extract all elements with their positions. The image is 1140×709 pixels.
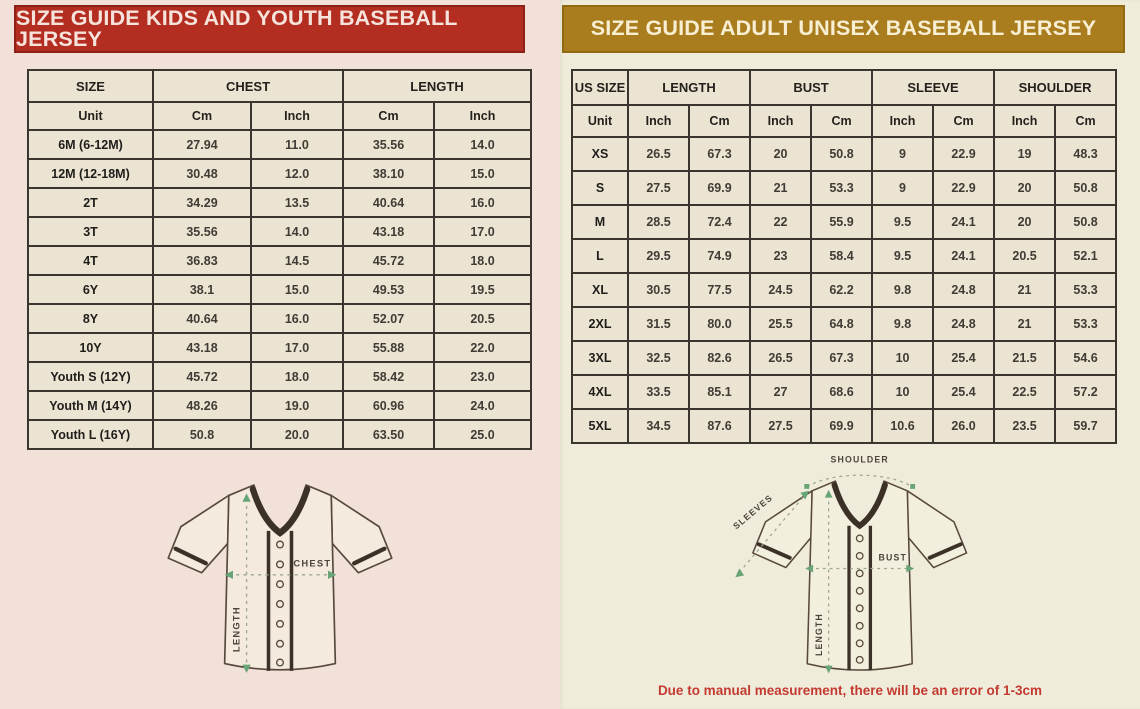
size-label-cell: 10Y xyxy=(28,333,153,362)
measurement-value-cell: 25.0 xyxy=(434,420,531,449)
col-header-chest: CHEST xyxy=(153,70,343,102)
table-row xyxy=(28,420,531,449)
measurement-value-cell: 25.4 xyxy=(933,375,994,409)
measurement-value-cell: 22.9 xyxy=(933,171,994,205)
table-row xyxy=(572,205,1116,239)
measurement-value-cell: 40.64 xyxy=(153,304,251,333)
adult-jersey-diagram xyxy=(560,444,1140,709)
measurement-value-cell: 18.0 xyxy=(434,246,531,275)
length-measure-label: LENGTH xyxy=(230,606,242,653)
measurement-value-cell: 69.9 xyxy=(689,171,750,205)
measurement-value-cell: 27.94 xyxy=(153,130,251,159)
size-label-cell: Youth M (14Y) xyxy=(28,391,153,420)
measurement-value-cell: 14.0 xyxy=(251,217,343,246)
measurement-value-cell: 15.0 xyxy=(434,159,531,188)
col-header-size: SIZE xyxy=(28,70,153,102)
measurement-value-cell: 19 xyxy=(994,137,1055,171)
size-label-cell: 4T xyxy=(28,246,153,275)
measurement-value-cell: 11.0 xyxy=(251,130,343,159)
measurement-value-cell: 50.8 xyxy=(811,137,872,171)
measurement-value-cell: 64.8 xyxy=(811,307,872,341)
unit-cm: Cm xyxy=(933,105,994,137)
measurement-value-cell: 45.72 xyxy=(153,362,251,391)
measurement-value-cell: 9 xyxy=(872,137,933,171)
measurement-value-cell: 67.3 xyxy=(811,341,872,375)
col-header-us-size: US SIZE xyxy=(572,70,628,105)
size-label-cell: Youth S (12Y) xyxy=(28,362,153,391)
unit-header: Unit xyxy=(572,105,628,137)
group-header-row xyxy=(572,70,1116,105)
size-label-cell: L xyxy=(572,239,628,273)
adult-jersey-illustration xyxy=(700,450,1000,688)
measurement-value-cell: 14.5 xyxy=(251,246,343,275)
size-label-cell: Youth L (16Y) xyxy=(28,420,153,449)
measurement-value-cell: 50.8 xyxy=(1055,171,1116,205)
table-row xyxy=(28,188,531,217)
measurement-value-cell: 34.5 xyxy=(628,409,689,443)
chest-measure-label: CHEST xyxy=(293,557,332,569)
measurement-value-cell: 28.5 xyxy=(628,205,689,239)
measurement-value-cell: 25.5 xyxy=(750,307,811,341)
unit-inch: Inch xyxy=(251,102,343,130)
measurement-value-cell: 82.6 xyxy=(689,341,750,375)
measurement-value-cell: 63.50 xyxy=(343,420,434,449)
measurement-error-note: Due to manual measurement, there will be an error of 1-3cm xyxy=(657,683,1043,698)
col-header-length: LENGTH xyxy=(628,70,750,105)
measurement-value-cell: 30.48 xyxy=(153,159,251,188)
measurement-value-cell: 62.2 xyxy=(811,273,872,307)
measurement-value-cell: 16.0 xyxy=(251,304,343,333)
measurement-value-cell: 17.0 xyxy=(251,333,343,362)
measurement-value-cell: 68.6 xyxy=(811,375,872,409)
unit-inch: Inch xyxy=(434,102,531,130)
measurement-value-cell: 22.5 xyxy=(994,375,1055,409)
unit-cm: Cm xyxy=(1055,105,1116,137)
measurement-value-cell: 54.6 xyxy=(1055,341,1116,375)
table-row xyxy=(28,391,531,420)
measurement-value-cell: 48.26 xyxy=(153,391,251,420)
unit-cm: Cm xyxy=(811,105,872,137)
measurement-value-cell: 80.0 xyxy=(689,307,750,341)
measurement-value-cell: 27 xyxy=(750,375,811,409)
measurement-value-cell: 52.1 xyxy=(1055,239,1116,273)
col-header-shoulder: SHOULDER xyxy=(994,70,1116,105)
size-label-cell: M xyxy=(572,205,628,239)
bust-measure-label: BUST xyxy=(878,552,907,563)
measurement-value-cell: 87.6 xyxy=(689,409,750,443)
measurement-value-cell: 18.0 xyxy=(251,362,343,391)
measurement-value-cell: 17.0 xyxy=(434,217,531,246)
size-label-cell: S xyxy=(572,171,628,205)
measurement-value-cell: 34.29 xyxy=(153,188,251,217)
table-row xyxy=(28,217,531,246)
measurement-value-cell: 35.56 xyxy=(343,130,434,159)
measurement-value-cell: 24.8 xyxy=(933,273,994,307)
table-row xyxy=(572,239,1116,273)
measurement-value-cell: 24.8 xyxy=(933,307,994,341)
table-row xyxy=(28,275,531,304)
size-label-cell: XL xyxy=(572,273,628,307)
measurement-value-cell: 15.0 xyxy=(251,275,343,304)
measurement-value-cell: 13.5 xyxy=(251,188,343,217)
adult-table-head xyxy=(572,70,1116,137)
table-row xyxy=(572,171,1116,205)
measurement-value-cell: 24.5 xyxy=(750,273,811,307)
measurement-value-cell: 53.3 xyxy=(1055,273,1116,307)
measurement-value-cell: 57.2 xyxy=(1055,375,1116,409)
unit-cm: Cm xyxy=(153,102,251,130)
size-label-cell: 6M (6-12M) xyxy=(28,130,153,159)
measurement-value-cell: 40.64 xyxy=(343,188,434,217)
measurement-value-cell: 21 xyxy=(994,307,1055,341)
col-header-sleeve: SLEEVE xyxy=(872,70,994,105)
unit-cm: Cm xyxy=(343,102,434,130)
shoulder-marker-left xyxy=(804,484,809,489)
kids-table-head xyxy=(28,70,531,130)
adult-title: SIZE GUIDE ADULT UNISEX BASEBALL JERSEY xyxy=(590,16,1097,41)
measurement-value-cell: 20.5 xyxy=(434,304,531,333)
table-row xyxy=(28,246,531,275)
adult-table-body xyxy=(572,137,1116,443)
adult-title-banner xyxy=(562,5,1125,53)
measurement-value-cell: 20 xyxy=(750,137,811,171)
measurement-value-cell: 21.5 xyxy=(994,341,1055,375)
adult-size-table xyxy=(571,69,1117,444)
measurement-value-cell: 9.8 xyxy=(872,273,933,307)
measurement-value-cell: 77.5 xyxy=(689,273,750,307)
kids-jersey-diagram xyxy=(0,450,560,709)
measurement-value-cell: 43.18 xyxy=(153,333,251,362)
sleeves-arrow-bottom xyxy=(735,569,744,578)
unit-inch: Inch xyxy=(994,105,1055,137)
kids-jersey-illustration xyxy=(139,467,421,692)
size-label-cell: 2T xyxy=(28,188,153,217)
measurement-value-cell: 35.56 xyxy=(153,217,251,246)
measurement-value-cell: 26.5 xyxy=(750,341,811,375)
size-label-cell: 8Y xyxy=(28,304,153,333)
measurement-value-cell: 21 xyxy=(750,171,811,205)
unit-inch: Inch xyxy=(872,105,933,137)
sleeves-measure-label: SLEEVES xyxy=(731,492,775,532)
measurement-value-cell: 38.1 xyxy=(153,275,251,304)
table-row xyxy=(572,307,1116,341)
unit-header-row xyxy=(28,102,531,130)
measurement-value-cell: 23.0 xyxy=(434,362,531,391)
measurement-value-cell: 27.5 xyxy=(750,409,811,443)
measurement-value-cell: 58.4 xyxy=(811,239,872,273)
measurement-value-cell: 60.96 xyxy=(343,391,434,420)
measurement-value-cell: 58.42 xyxy=(343,362,434,391)
unit-cm: Cm xyxy=(689,105,750,137)
size-label-cell: 4XL xyxy=(572,375,628,409)
measurement-value-cell: 24.0 xyxy=(434,391,531,420)
adult-panel xyxy=(560,0,1140,709)
measurement-value-cell: 21 xyxy=(994,273,1055,307)
measurement-value-cell: 33.5 xyxy=(628,375,689,409)
measurement-value-cell: 85.1 xyxy=(689,375,750,409)
measurement-value-cell: 45.72 xyxy=(343,246,434,275)
group-header-row xyxy=(28,70,531,102)
measurement-value-cell: 10 xyxy=(872,341,933,375)
length-measure-label: LENGTH xyxy=(813,613,824,657)
table-row xyxy=(572,273,1116,307)
measurement-value-cell: 19.0 xyxy=(251,391,343,420)
measurement-value-cell: 53.3 xyxy=(811,171,872,205)
measurement-value-cell: 22.9 xyxy=(933,137,994,171)
unit-header: Unit xyxy=(28,102,153,130)
measurement-value-cell: 22 xyxy=(750,205,811,239)
measurement-value-cell: 25.4 xyxy=(933,341,994,375)
kids-table-body xyxy=(28,130,531,449)
measurement-value-cell: 19.5 xyxy=(434,275,531,304)
measurement-value-cell: 9.5 xyxy=(872,239,933,273)
table-row xyxy=(572,375,1116,409)
measurement-value-cell: 32.5 xyxy=(628,341,689,375)
measurement-value-cell: 38.10 xyxy=(343,159,434,188)
table-row xyxy=(28,304,531,333)
size-label-cell: 2XL xyxy=(572,307,628,341)
measurement-value-cell: 31.5 xyxy=(628,307,689,341)
measurement-value-cell: 67.3 xyxy=(689,137,750,171)
size-label-cell: 5XL xyxy=(572,409,628,443)
kids-size-table xyxy=(27,69,532,450)
measurement-value-cell: 20.0 xyxy=(251,420,343,449)
measurement-value-cell: 48.3 xyxy=(1055,137,1116,171)
measurement-value-cell: 24.1 xyxy=(933,205,994,239)
unit-header-row xyxy=(572,105,1116,137)
table-row xyxy=(572,409,1116,443)
measurement-value-cell: 52.07 xyxy=(343,304,434,333)
size-label-cell: 3XL xyxy=(572,341,628,375)
measurement-value-cell: 36.83 xyxy=(153,246,251,275)
measurement-value-cell: 27.5 xyxy=(628,171,689,205)
size-label-cell: 3T xyxy=(28,217,153,246)
measurement-value-cell: 20.5 xyxy=(994,239,1055,273)
measurement-value-cell: 10.6 xyxy=(872,409,933,443)
measurement-value-cell: 29.5 xyxy=(628,239,689,273)
measurement-value-cell: 26.5 xyxy=(628,137,689,171)
table-row xyxy=(28,159,531,188)
measurement-value-cell: 43.18 xyxy=(343,217,434,246)
measurement-value-cell: 49.53 xyxy=(343,275,434,304)
table-row xyxy=(28,130,531,159)
kids-title-banner xyxy=(14,5,525,53)
measurement-value-cell: 16.0 xyxy=(434,188,531,217)
measurement-value-cell: 20 xyxy=(994,205,1055,239)
measurement-value-cell: 30.5 xyxy=(628,273,689,307)
measurement-value-cell: 50.8 xyxy=(1055,205,1116,239)
measurement-value-cell: 74.9 xyxy=(689,239,750,273)
measurement-value-cell: 55.9 xyxy=(811,205,872,239)
measurement-value-cell: 10 xyxy=(872,375,933,409)
size-label-cell: XS xyxy=(572,137,628,171)
size-label-cell: 6Y xyxy=(28,275,153,304)
length-arrow-bottom xyxy=(825,666,833,674)
col-header-length: LENGTH xyxy=(343,70,531,102)
table-row xyxy=(572,341,1116,375)
measurement-value-cell: 53.3 xyxy=(1055,307,1116,341)
measurement-value-cell: 24.1 xyxy=(933,239,994,273)
shoulder-measure-label: SHOULDER xyxy=(830,454,889,465)
size-label-cell: 12M (12-18M) xyxy=(28,159,153,188)
measurement-value-cell: 50.8 xyxy=(153,420,251,449)
measurement-value-cell: 22.0 xyxy=(434,333,531,362)
measurement-value-cell: 55.88 xyxy=(343,333,434,362)
measurement-value-cell: 69.9 xyxy=(811,409,872,443)
measurement-value-cell: 59.7 xyxy=(1055,409,1116,443)
measurement-value-cell: 23 xyxy=(750,239,811,273)
table-row xyxy=(28,362,531,391)
measurement-value-cell: 9.8 xyxy=(872,307,933,341)
kids-panel xyxy=(0,0,560,709)
table-row xyxy=(28,333,531,362)
measurement-value-cell: 23.5 xyxy=(994,409,1055,443)
shoulder-marker-right xyxy=(910,484,915,489)
length-arrow-bottom xyxy=(242,665,250,673)
measurement-value-cell: 9.5 xyxy=(872,205,933,239)
measurement-value-cell: 20 xyxy=(994,171,1055,205)
kids-title: SIZE GUIDE KIDS AND YOUTH BASEBALL JERSEY xyxy=(16,5,458,51)
shoulder-measure-line xyxy=(807,475,912,487)
measurement-value-cell: 72.4 xyxy=(689,205,750,239)
measurement-value-cell: 12.0 xyxy=(251,159,343,188)
col-header-bust: BUST xyxy=(750,70,872,105)
unit-inch: Inch xyxy=(750,105,811,137)
unit-inch: Inch xyxy=(628,105,689,137)
measurement-value-cell: 9 xyxy=(872,171,933,205)
measurement-value-cell: 26.0 xyxy=(933,409,994,443)
table-row xyxy=(572,137,1116,171)
measurement-value-cell: 14.0 xyxy=(434,130,531,159)
